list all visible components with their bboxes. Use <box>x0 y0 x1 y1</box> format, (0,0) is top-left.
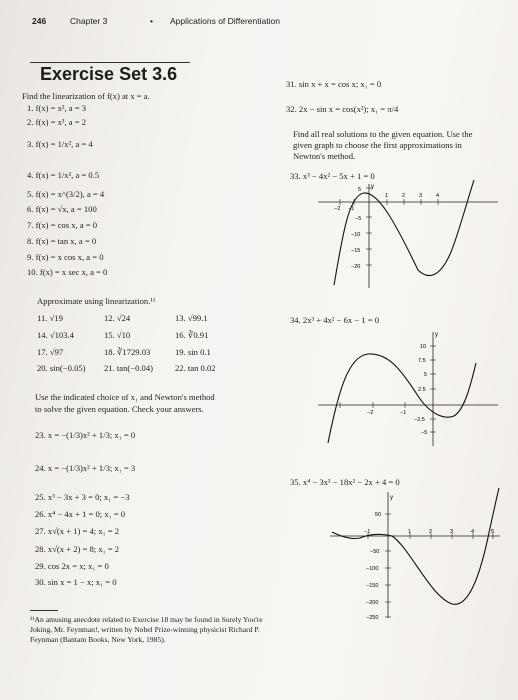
exercise-4: 4. f(x) = 1/x², a = 0.5 <box>27 170 100 180</box>
graph-34-xtick-neg1: −1 <box>400 410 407 416</box>
chapter-label: Chapter 3 <box>70 16 108 26</box>
exercise-6: 6. f(x) = √x, a = 100 <box>27 204 97 214</box>
graph-34-ytick-neg2-5: −2.5 <box>414 417 425 423</box>
graph-35-ytick-neg100: −100 <box>366 566 379 572</box>
graph-33-ytick-neg5: −5 <box>355 216 362 222</box>
graph-33-xtick-2: 2 <box>402 193 406 199</box>
exercise-32: 32. 2x − sin x = cos(x²); x₁ = π/4 <box>286 104 399 114</box>
graph-34 <box>318 328 498 448</box>
exercise-30: 30. sin x = 1 − x; x₁ = 0 <box>35 577 117 587</box>
graph-33-ytick-neg10: −10 <box>351 232 361 238</box>
exercise-16: 16. ∛0.91 <box>175 330 209 340</box>
exercise-33: 33. x³ − 4x² − 5x + 1 = 0 <box>290 171 375 181</box>
graph-instructions-line-1: Find all real solutions to the given equation. Use the <box>293 129 473 139</box>
exercise-2: 2. f(x) = x³, a = 2 <box>27 117 87 127</box>
exercise-17: 17. √97 <box>37 347 64 357</box>
title-rule <box>30 62 190 63</box>
graph-35-ytick-neg150: −150 <box>366 583 379 589</box>
linearization-instructions: Find the linearization of f(x) at x = a. <box>22 91 150 101</box>
graph-34-ytick-2-5: 2.5 <box>418 387 426 393</box>
exercise-29: 29. cos 2x = x; x₁ = 0 <box>35 561 109 571</box>
graph-33-xtick-neg2: −2 <box>334 206 341 212</box>
exercise-15: 15. √10 <box>104 330 131 340</box>
graph-33-ytick-neg15: −15 <box>351 248 361 254</box>
exercise-12: 12. √24 <box>104 313 131 323</box>
graph-34-ytick-5: 5 <box>424 372 428 378</box>
exercise-20: 20. sin(−0.05) <box>37 363 86 373</box>
graph-35-xtick-4: 4 <box>471 529 475 535</box>
chapter-title: Applications of Differentiation <box>170 16 280 26</box>
exercise-14: 14. √103.4 <box>37 330 74 340</box>
exercise-10: 10. f(x) = x sec x, a = 0 <box>27 267 108 277</box>
footnote-rule <box>30 610 58 611</box>
newton-instructions-line-2: to solve the given equation. Check your answers. <box>35 404 204 414</box>
exercise-21: 21. tan(−0.04) <box>104 363 153 373</box>
graph-35-y-label: y <box>390 495 393 501</box>
graph-34-ytick-10: 10 <box>420 344 427 350</box>
graph-35 <box>330 488 500 620</box>
approximation-instructions: Approximate using linearization.¹¹ <box>37 296 156 306</box>
graph-33-xtick-3: 3 <box>419 193 423 199</box>
exercise-34: 34. 2x³ + 4x² − 6x − 1 = 0 <box>290 315 379 325</box>
graph-34-ytick-neg5: −5 <box>421 430 428 436</box>
graph-35-ytick-neg200: −200 <box>366 600 379 606</box>
graph-33-xtick-4: 4 <box>436 193 440 199</box>
graph-33 <box>318 180 498 290</box>
exercise-22: 22. tan 0.02 <box>175 363 216 373</box>
exercise-8: 8. f(x) = tan x, a = 0 <box>27 236 97 246</box>
exercise-13: 13. √99.1 <box>175 313 208 323</box>
exercise-23: 23. x = −(1/3)x² + 1/3; x₁ = 0 <box>35 430 136 440</box>
exercise-24: 24. x = −(1/3)x² + 1/3; x₁ = 3 <box>35 463 136 473</box>
exercise-27: 27. x√(x + 1) = 4; x₁ = 2 <box>35 526 120 536</box>
exercise-set-title: Exercise Set 3.6 <box>40 64 178 84</box>
graph-35-curve <box>332 488 499 604</box>
graph-34-xtick-neg2: −2 <box>367 410 374 416</box>
exercise-5: 5. f(x) = x^(3/2), a = 4 <box>27 189 105 199</box>
graph-35-ytick-50: 50 <box>375 512 382 518</box>
exercise-28: 28. x√(x + 2) = 8; x₁ = 2 <box>35 544 120 554</box>
footnote: ¹¹An amusing anecdote related to Exercise 18 may be found in Surely You're Joking, Mr. Feynman!, written by Nobel Prize-winning physicist Richard P. Feynman (Bantam Books, New York, 1985). <box>30 615 263 644</box>
graph-33-ytick-5: 5 <box>358 187 362 193</box>
header-bullet: • <box>150 16 153 26</box>
graph-35-xtick-2: 2 <box>429 529 433 535</box>
graph-34-y-label: y <box>435 332 438 338</box>
graph-instructions-line-3: Newton's method. <box>293 151 356 161</box>
graph-35-xtick-neg1: −1 <box>364 529 371 535</box>
graph-33-y-label: y <box>371 184 374 190</box>
graph-34-ytick-7-5: 7.5 <box>418 358 426 364</box>
graph-33-xtick-neg1: −1 <box>348 206 355 212</box>
exercise-19: 19. sin 0.1 <box>175 347 211 357</box>
graph-instructions-line-2: given graph to choose the first approximations in <box>293 140 462 150</box>
graph-35-xtick-3: 3 <box>450 529 454 535</box>
graph-34-curve <box>328 354 476 443</box>
exercise-18: 18. ∛1729.03 <box>104 347 151 357</box>
exercise-11: 11. √19 <box>37 313 63 323</box>
exercise-1: 1. f(x) = x², a = 3 <box>27 103 87 113</box>
exercise-9: 9. f(x) = x cos x, a = 0 <box>27 252 104 262</box>
graph-35-ytick-neg50: −50 <box>370 549 380 555</box>
newton-instructions-line-1: Use the indicated choice of x₁ and Newton's method <box>35 392 215 402</box>
exercise-25: 25. x³ − 3x + 3 = 0; x₁ = −3 <box>35 492 130 502</box>
exercise-31: 31. sin x + x = cos x; x₁ = 0 <box>286 79 382 89</box>
graph-33-xtick-1: 1 <box>385 193 389 199</box>
graph-35-xtick-1: 1 <box>408 529 412 535</box>
exercise-7: 7. f(x) = cos x, a = 0 <box>27 220 98 230</box>
exercise-3: 3. f(x) = 1/x², a = 4 <box>27 139 93 149</box>
exercise-26: 26. x⁴ − 4x + 1 = 0; x₁ = 0 <box>35 509 126 519</box>
graph-33-ytick-neg20: −20 <box>351 264 361 270</box>
graph-35-ytick-neg250: −250 <box>366 615 379 620</box>
exercise-35: 35. x⁴ − 3x³ − 18x² − 2x + 4 = 0 <box>290 477 400 487</box>
graph-35-xtick-5: 5 <box>491 529 495 535</box>
page-number: 246 <box>32 16 47 26</box>
